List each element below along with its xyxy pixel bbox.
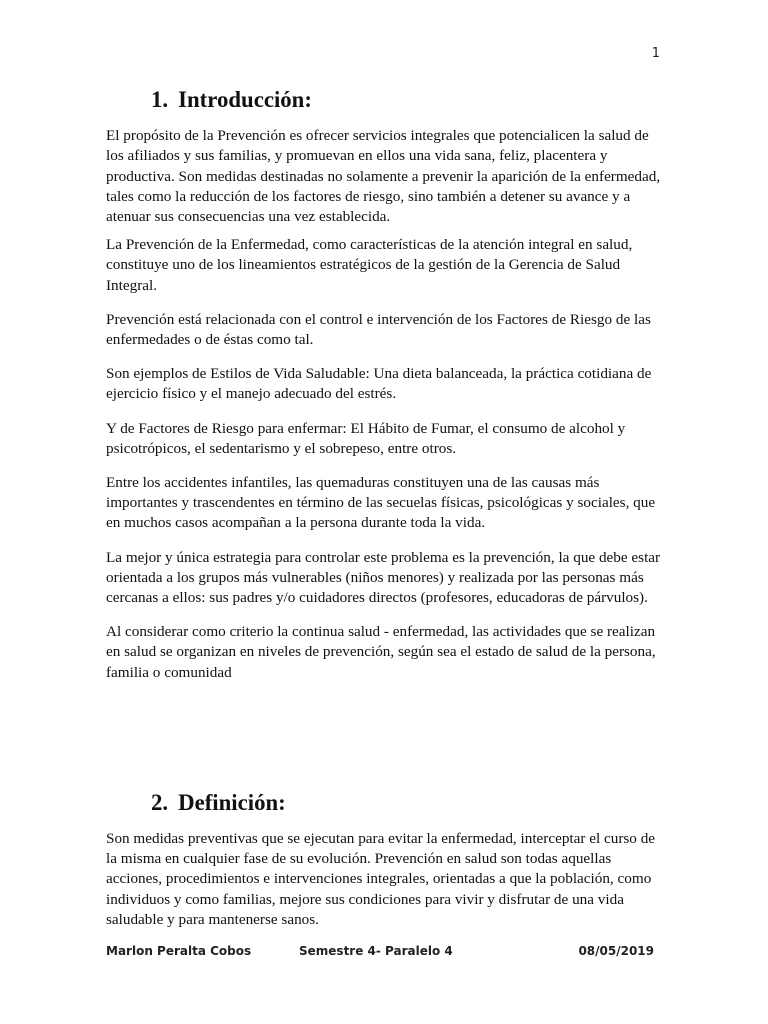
page-footer (106, 944, 654, 958)
paragraph: El propósito de la Prevención es ofrecer servicios integrales que potencialicen la salud de los afiliados y sus familias, y promuevan en ellos una vida sana, feliz, placentera y productiva. Son medidas destinadas no solamente a prevenir la aparición de la enfermedad, tales como la reducción de los factores de riesgo, sino también a detener su avance y a atenuar sus consecuencias una vez establecida. (106, 127, 661, 226)
document-body (106, 87, 666, 930)
footer-date: 08/05/2019 (578, 944, 654, 958)
paragraph: Entre los accidentes infantiles, las quemaduras constituyen una de las causas más importantes y trascendentes en término de las secuelas físicas, psicológicas y sociales, que en muchos casos acompañan a la persona durante toda la vida. (106, 474, 656, 532)
paragraph: La mejor y única estrategia para controlar este problema es la prevención, la que debe estar orientada a los grupos más vulnerables (niños menores) y realizada por las personas más cercanas a ellos: sus padres y/o cuidadores directos (profesores, educadoras de párvulos). (106, 548, 661, 607)
paragraph: Y de Factores de Riesgo para enfermar: El Hábito de Fumar, el consumo de alcohol y psicotrópicos, el sedentarismo y el sobrepeso, entre otros. (106, 419, 626, 457)
section-number: 1. (151, 87, 169, 112)
section-title: Introducción: (178, 87, 312, 112)
section-heading-definicion (106, 789, 666, 815)
paragraph: Son medidas preventivas que se ejecutan para evitar la enfermedad, interceptar el curso de la misma en cualquier fase de su evolución. Prevención en salud son todas aquellas acciones, procedimientos e intervenciones integrales, orientadas a que la población, como individuos y como familias, mejore sus condiciones para vivir y disfrutar de una vida saludable y para mantenerse sanos. (106, 830, 656, 928)
footer-course: Semestre 4- Paralelo 4 (299, 944, 453, 958)
blank-space (106, 683, 666, 783)
footer-author: Marlon Peralta Cobos (106, 944, 252, 958)
paragraph: Son ejemplos de Estilos de Vida Saludable: Una dieta balanceada, la práctica cotidiana de ejercicio físico y el manejo adecuado del estrés. (106, 365, 652, 403)
section-heading-introduccion (106, 87, 666, 112)
section-title: Definición: (178, 789, 286, 815)
paragraph: Prevención está relacionada con el control e intervención de los Factores de Riesgo de las enfermedades o de éstas como tal. (106, 310, 651, 349)
paragraph: La Prevención de la Enfermedad, como características de la atención integral en salud, constituye uno de los lineamientos estratégicos de la gestión de la Gerencia de Salud Integral. (106, 236, 633, 294)
paragraph: Al considerar como criterio la continua salud - enfermedad, las actividades que se realizan en salud se organizan en niveles de prevención, según sea el estado de salud de la persona, familia o comunidad (106, 623, 656, 681)
section-number: 2. (151, 789, 169, 815)
page-number: 1 (651, 46, 660, 61)
